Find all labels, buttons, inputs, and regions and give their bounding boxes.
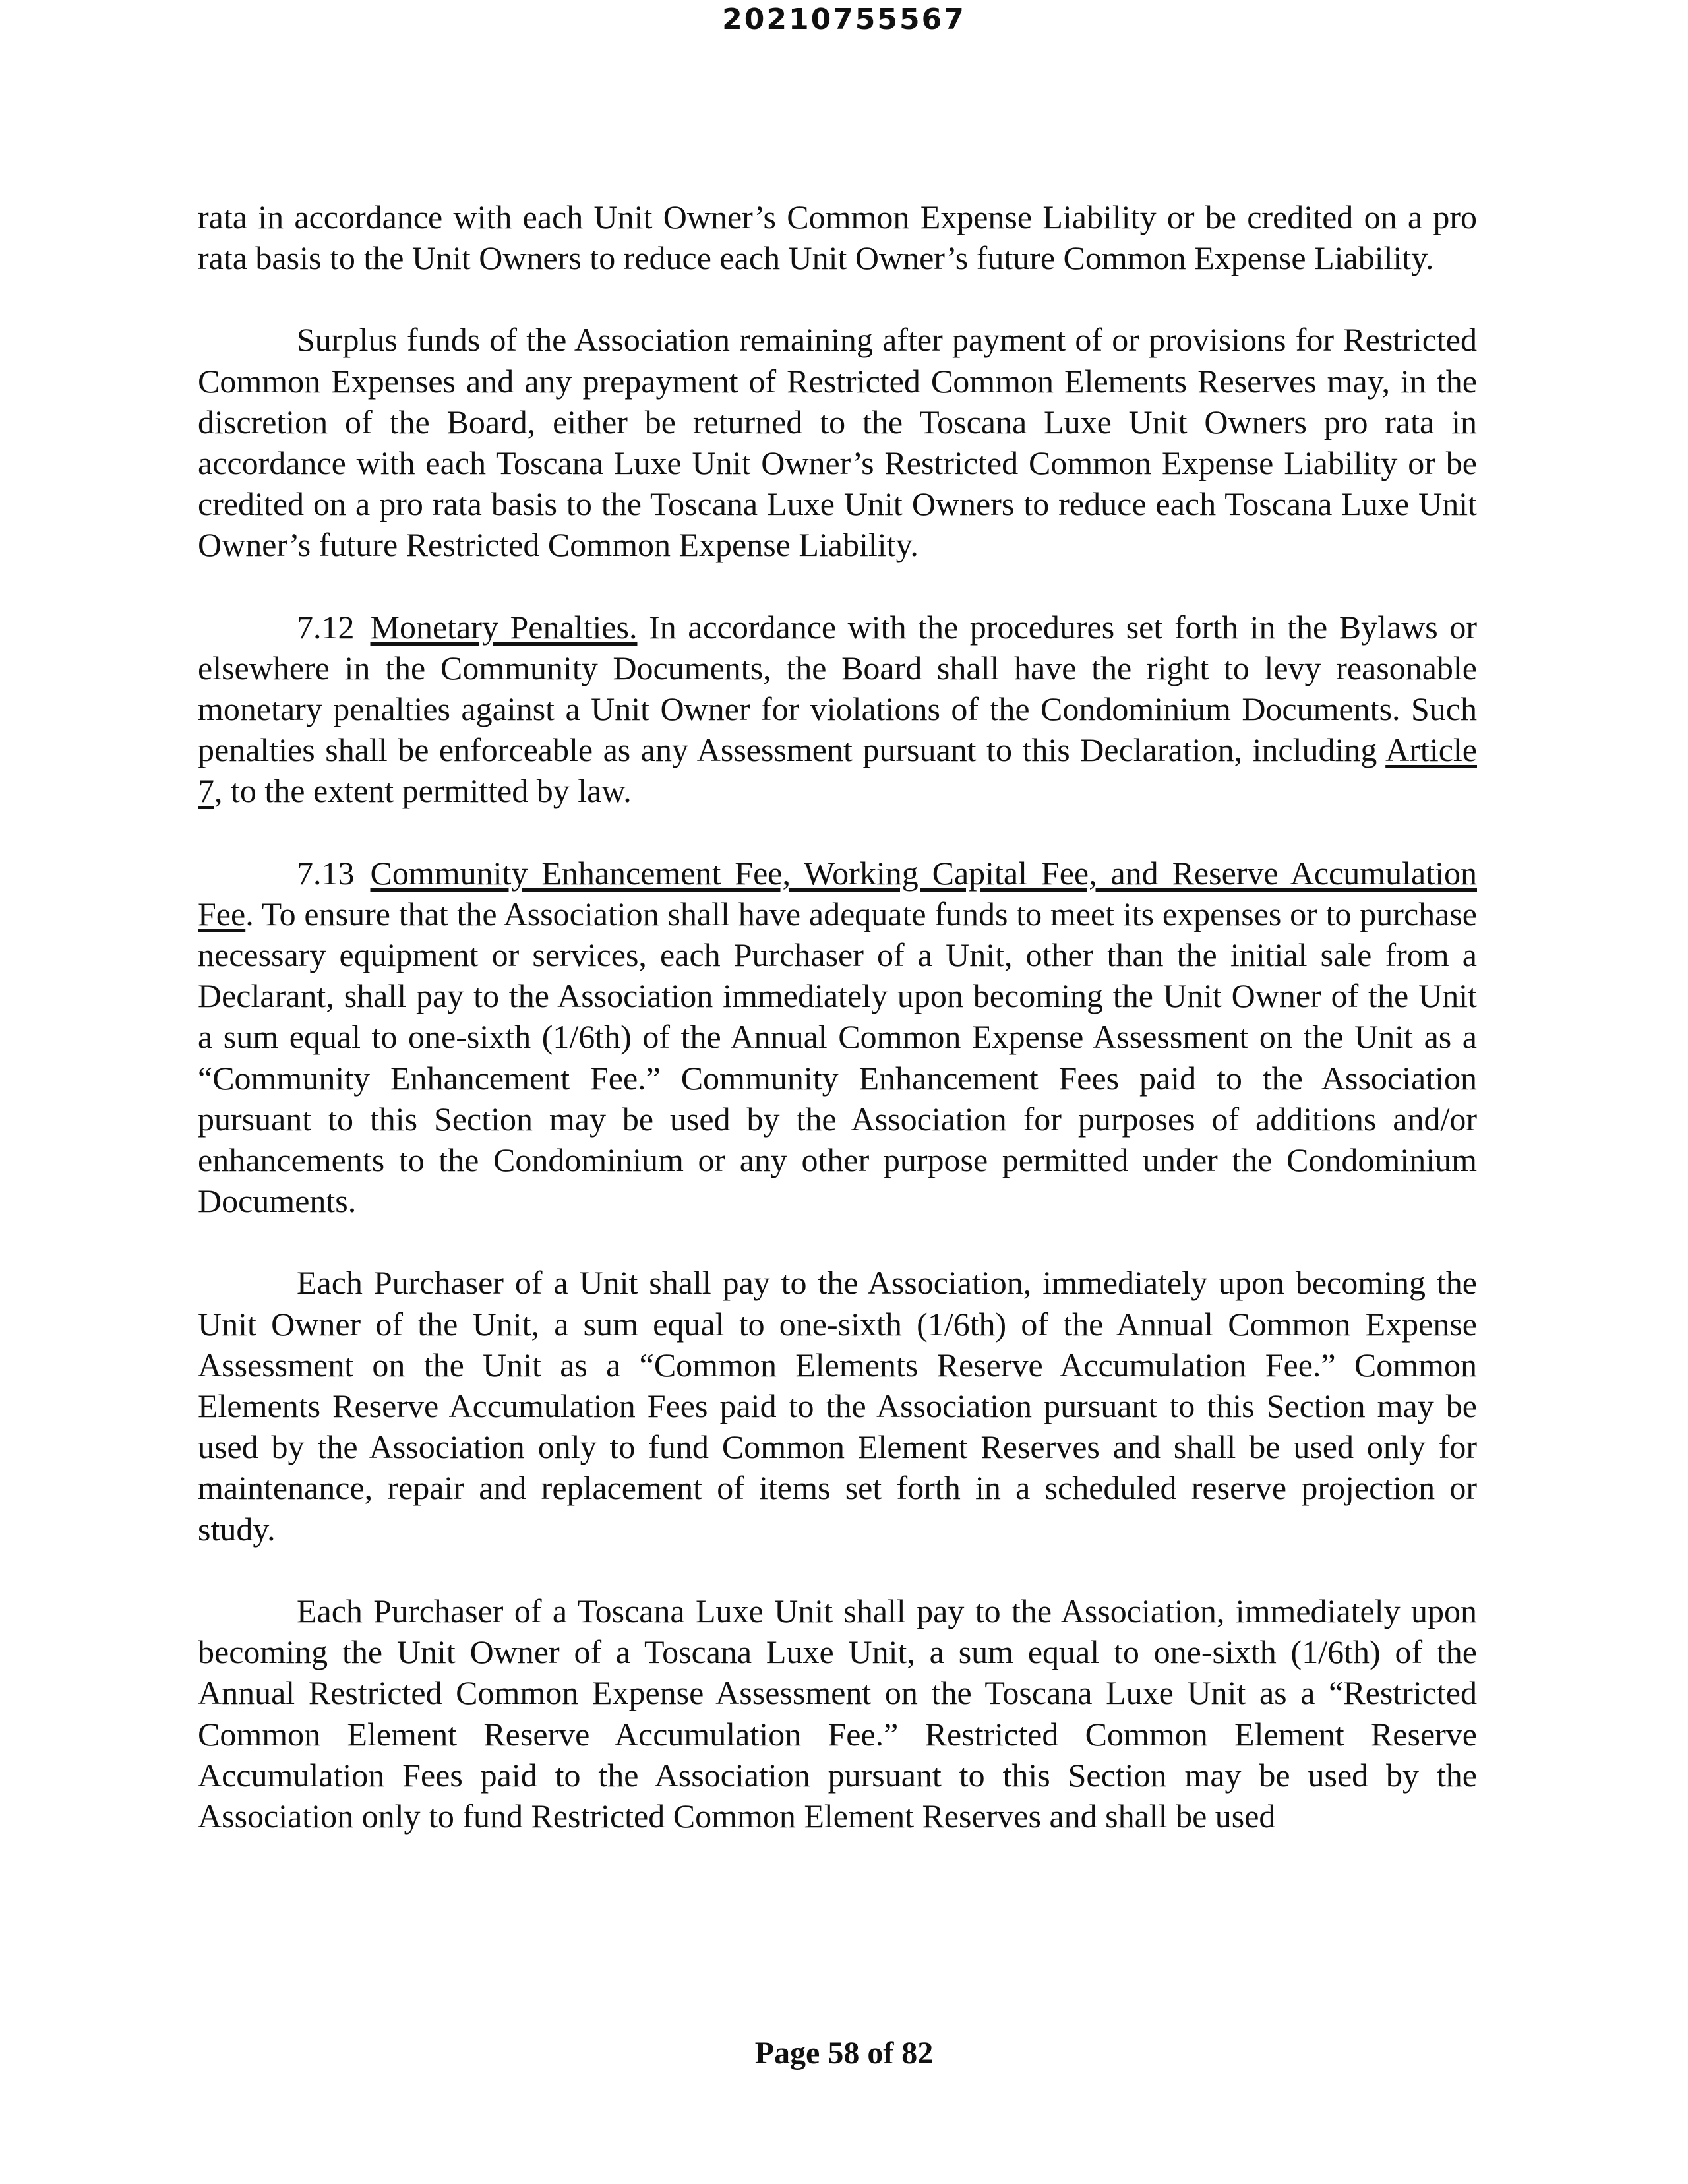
paragraph-surplus-funds: Surplus funds of the Association remaining after payment of or provisions for Restricted Common Expenses and any prepayment of Restricted Common Elements Reserves may, in the discretion of the Board, either be returned to the Toscana Luxe Unit Owners pro rata in accordance with each Toscana Luxe Unit Owner’s Restricted Common Expense Liability or be credited on a pro rata basis to the Toscana Luxe Unit Owners to reduce each Toscana Luxe Unit Owner’s future Restricted Common Expense Liability. — [198, 321, 1477, 564]
section-number: 7.12 — [297, 608, 355, 646]
page-number: Page 58 of 82 — [754, 2036, 934, 2071]
section-7-12 — [198, 607, 1477, 812]
document-body — [198, 197, 1477, 1836]
section-heading: Monetary Penalties. — [370, 608, 638, 646]
section-text: In accordance with the procedures set forth in the Bylaws or elsewhere in the Community Documents, the Board shall have the right to levy reasonable monetary penalties against a Unit Owner for violations of the Condominium Documents. Such penalties shall be enforceable as any Assessment pursuant to this Declaration, including — [198, 608, 1477, 769]
section-text-end: , to the extent permitted by law. — [214, 772, 632, 810]
paragraph-restricted-reserve-fee: Each Purchaser of a Toscana Luxe Unit shall pay to the Association, immediately upon becoming the Unit Owner of a Toscana Luxe Unit, a sum equal to one-sixth (1/6th) of the Annual Restricted Common Expense Assessment on the Toscana Luxe Unit as a “Restricted Common Element Reserve Accumulation Fee.” Restricted Common Element Reserve Accumulation Fees paid to the Association pursuant to this Section may be used by the Association only to fund Restricted Common Element Reserves and shall be used — [198, 1592, 1477, 1835]
section-heading: Community Enhancement Fee, Working Capital Fee, and Reserve Accumulation Fee — [198, 854, 1477, 932]
section-7-13 — [198, 853, 1477, 1222]
section-number: 7.13 — [297, 854, 355, 892]
document-number: 20210755567 — [722, 3, 966, 36]
paragraph-reserve-fee: Each Purchaser of a Unit shall pay to the Association, immediately upon becoming the Unit Owner of the Unit, a sum equal to one-sixth (1/6th) of the Annual Common Expense Assessment on the Unit as a “Common Elements Reserve Accumulation Fee.” Common Elements Reserve Accumulation Fees paid to the Association pursuant to this Section may be used by the Association only to fund Common Element Reserves and shall be used only for maintenance, repair and replacement of items set forth in a scheduled reserve projection or study. — [198, 1264, 1477, 1548]
section-text: . To ensure that the Association shall have adequate funds to meet its expenses or to purchase necessary equipment or services, each Purchaser of a Unit, other than the initial sale from a Declarant, shall pay to the Association immediately upon becoming the Unit Owner of the Unit a sum equal to one-sixth (1/6th) of the Annual Common Expense Assessment on the Unit as a “Community Enhancement Fee.” Community Enhancement Fees paid to the Association pursuant to this Section may be used by the Association for purposes of additions and/or enhancements to the Condominium or any other purpose permitted under the Condominium Documents. — [198, 895, 1477, 1220]
article-reference: Article 7 — [198, 731, 1477, 810]
paragraph-continuation: rata in accordance with each Unit Owner’s Common Expense Liability or be credited on a pro rata basis to the Unit Owners to reduce each Unit Owner’s future Common Expense Liability. — [198, 198, 1477, 277]
